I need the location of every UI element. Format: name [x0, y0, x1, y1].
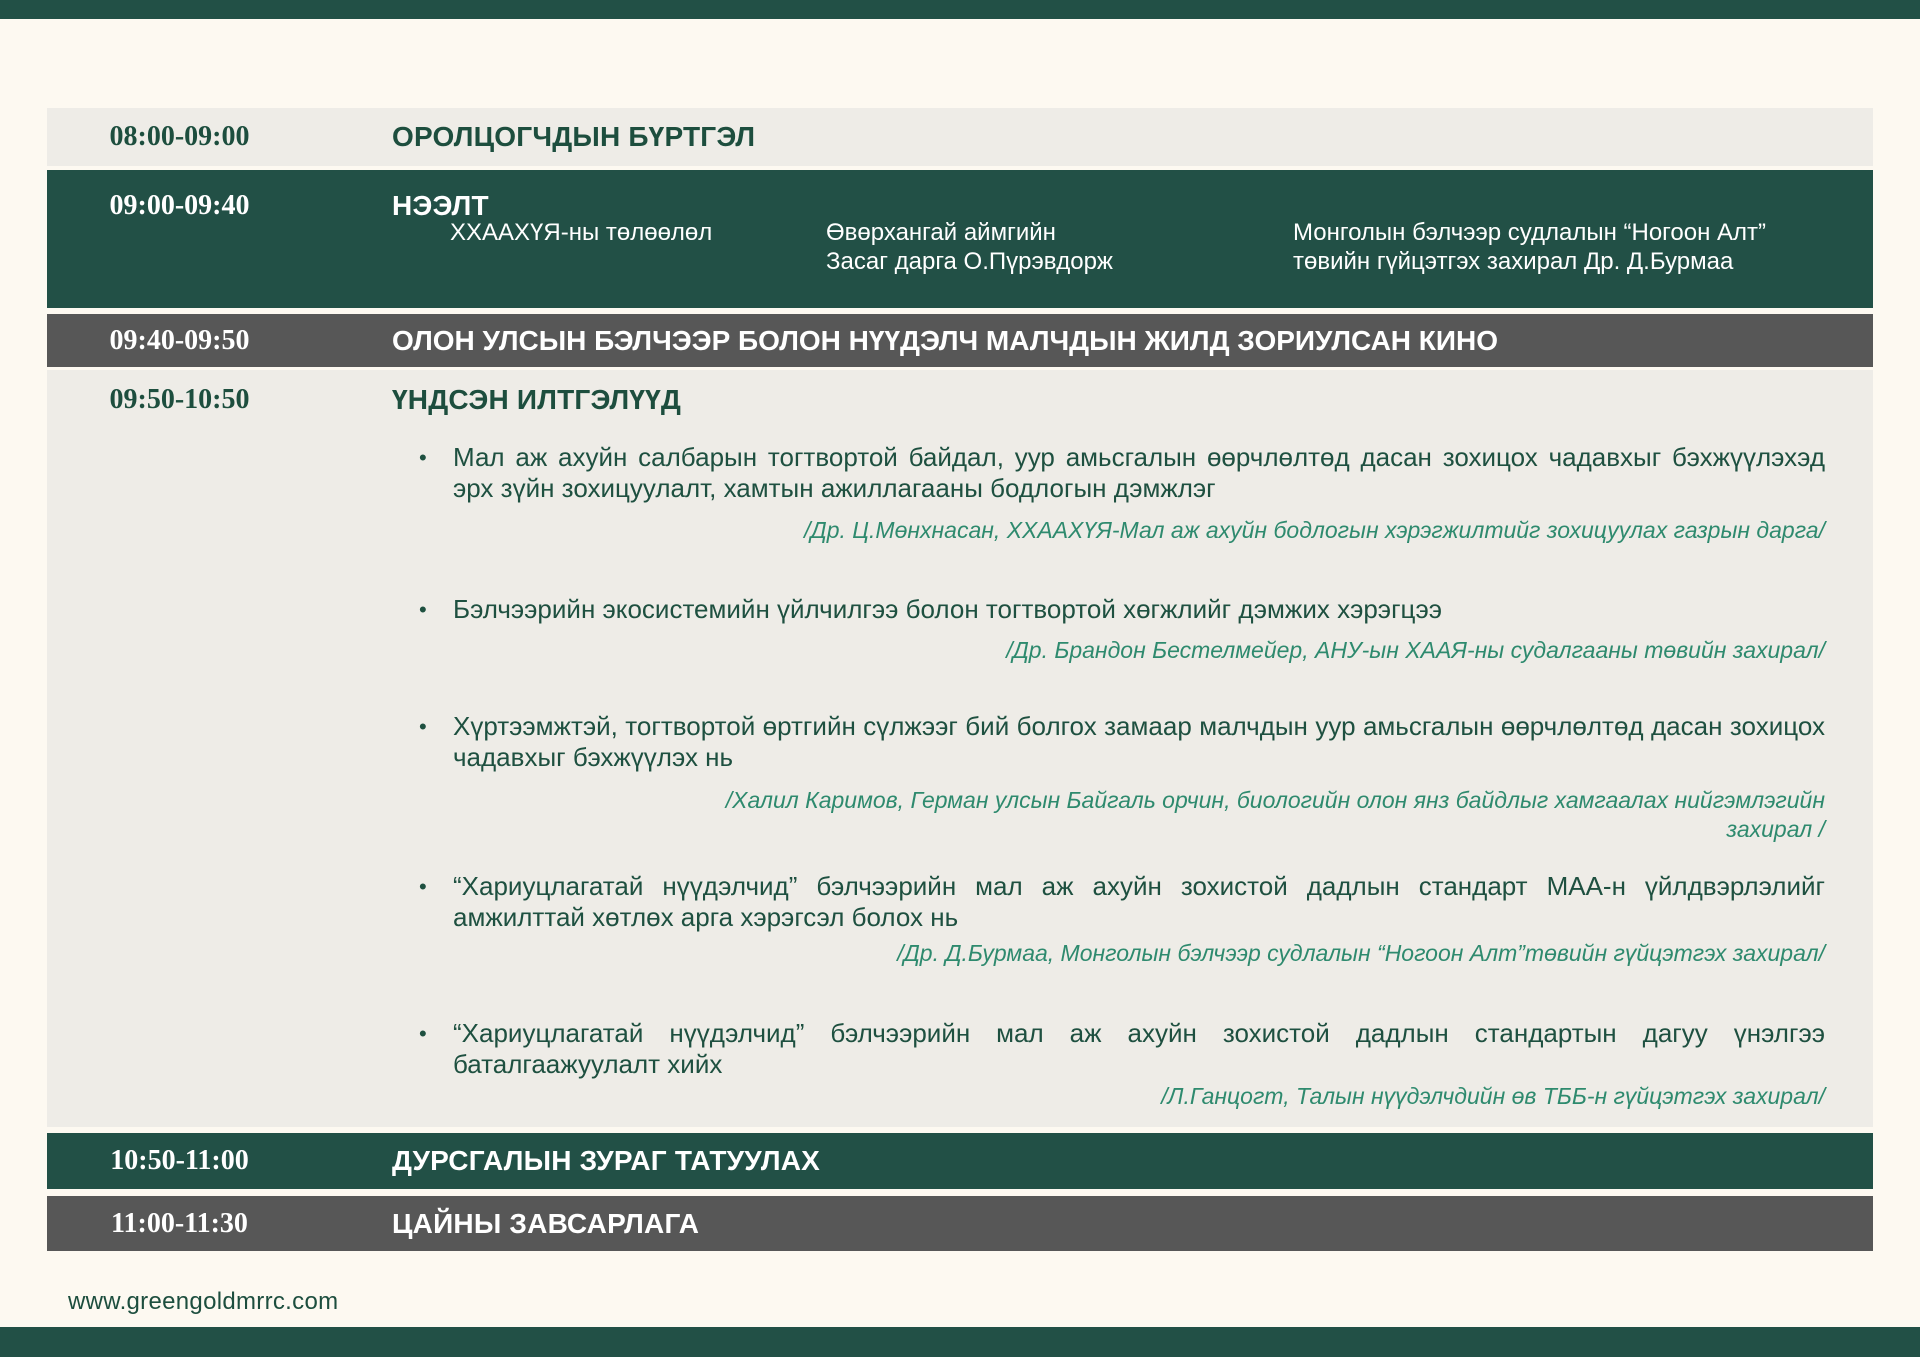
speaker-line: Монголын бэлчээр судлалын “Ногоон Алт”: [1293, 219, 1767, 246]
speaker-attribution: /Др. Д.Бурмаа, Монголын бэлчээр судлалын “Ногоон Алт”төвийн гүйцэтгэх захирал/: [897, 940, 1825, 966]
keynote-item: • Хүртээмжтэй, тогтвортой өртгийн сүлжээг бий болгох замаар малчдын уур амьсгалын өөрчлөлтөд дасан зохицох чадавхыг бэхжүүлэх нь: [453, 711, 1825, 773]
speaker-attribution: /Халил Каримов, Герман улсын Байгаль орчин, биологийн олон янз байдлыг хамгаалах нийгэмлэгийн захирал /: [725, 787, 1825, 842]
schedule-row-tea-break: [47, 1196, 1873, 1251]
speaker-attribution: /Др. Брандон Бестелмейер, АНУ-ын ХААЯ-ны судалгааны төвийн захирал/: [1006, 637, 1825, 663]
schedule-row-keynotes: [47, 370, 1873, 1127]
schedule-row-film: [47, 314, 1873, 367]
speaker-line: төвийн гүйцэтгэх захирал Др. Д.Бурмаа: [1293, 248, 1734, 275]
time-label: 08:00-09:00: [109, 121, 250, 152]
schedule-row-opening: [47, 170, 1873, 308]
keynote-item: • Мал аж ахуйн салбарын тогтвортой байдал, уур амьсгалын өөрчлөлтөд дасан зохицох чадавхыг бэхжүүлэхэд эрх зүйн зохицуулалт, хамтын ажиллагааны бодлогын дэмжлэг: [453, 442, 1825, 504]
speaker-column: [826, 218, 1113, 276]
session-title: НЭЭЛТ: [392, 190, 489, 221]
speaker-column: [450, 218, 712, 247]
session-title: ОЛОН УЛСЫН БЭЛЧЭЭР БОЛОН НҮҮДЭЛЧ МАЛЧДЫН ЖИЛД ЗОРИУЛСАН КИНО: [392, 325, 1499, 356]
bottom-accent-bar: [0, 1327, 1920, 1357]
session-title: ЦАЙНЫ ЗАВСАРЛАГА: [392, 1208, 700, 1239]
time-label: 09:00-09:40: [109, 190, 250, 221]
speaker-attribution: /Др. Ц.Мөнхнасан, ХХААХҮЯ-Мал аж ахуйн бодлогын хэрэгжилтийг зохицуулах газрын дарга/: [804, 517, 1825, 543]
keynote-item: • Бэлчээрийн экосистемийн үйлчилгээ болон тогтвортой хөгжлийг дэмжих хэрэгцээ: [453, 594, 1825, 625]
session-title: ДУРСГАЛЫН ЗУРАГ ТАТУУЛАХ: [392, 1145, 820, 1176]
keynote-item: • “Хариуцлагатай нүүдэлчид” бэлчээрийн мал аж ахуйн зохистой дадлын стандартын дагуу үнэлгээ баталгаажуулалт хийх: [453, 1018, 1825, 1080]
time-label: 09:50-10:50: [109, 384, 250, 415]
speaker-attribution: /Л.Ганцогт, Талын нүүдэлчдийн өв ТББ-н гүйцэтгэх захирал/: [1161, 1083, 1825, 1109]
schedule-row-photo: [47, 1133, 1873, 1189]
speaker-line: Өвөрхангай аймгийн: [826, 219, 1056, 246]
keynote-item: • “Хариуцлагатай нүүдэлчид” бэлчээрийн мал аж ахуйн зохистой дадлын стандарт МАА-н үйлдвэрлэлийг амжилттай хөтлөх арга хэрэгсэл болох нь: [453, 871, 1825, 933]
time-label: 09:40-09:50: [109, 325, 250, 356]
speaker-line: ХХААХҮЯ-ны төлөөлөл: [450, 219, 713, 246]
session-title: ОРОЛЦОГЧДЫН БҮРТГЭЛ: [392, 121, 756, 152]
speaker-line: Засаг дарга О.Пүрэвдорж: [826, 248, 1113, 275]
schedule-row-registration: [47, 108, 1873, 166]
time-label: 10:50-11:00: [110, 1145, 249, 1176]
session-title: ҮНДСЭН ИЛТГЭЛҮҮД: [392, 384, 682, 415]
time-label: 11:00-11:30: [111, 1208, 248, 1239]
website-link[interactable]: www.greengoldmrrc.com: [68, 1288, 339, 1315]
top-accent-bar: [0, 0, 1920, 19]
speaker-column: [1293, 218, 1766, 276]
